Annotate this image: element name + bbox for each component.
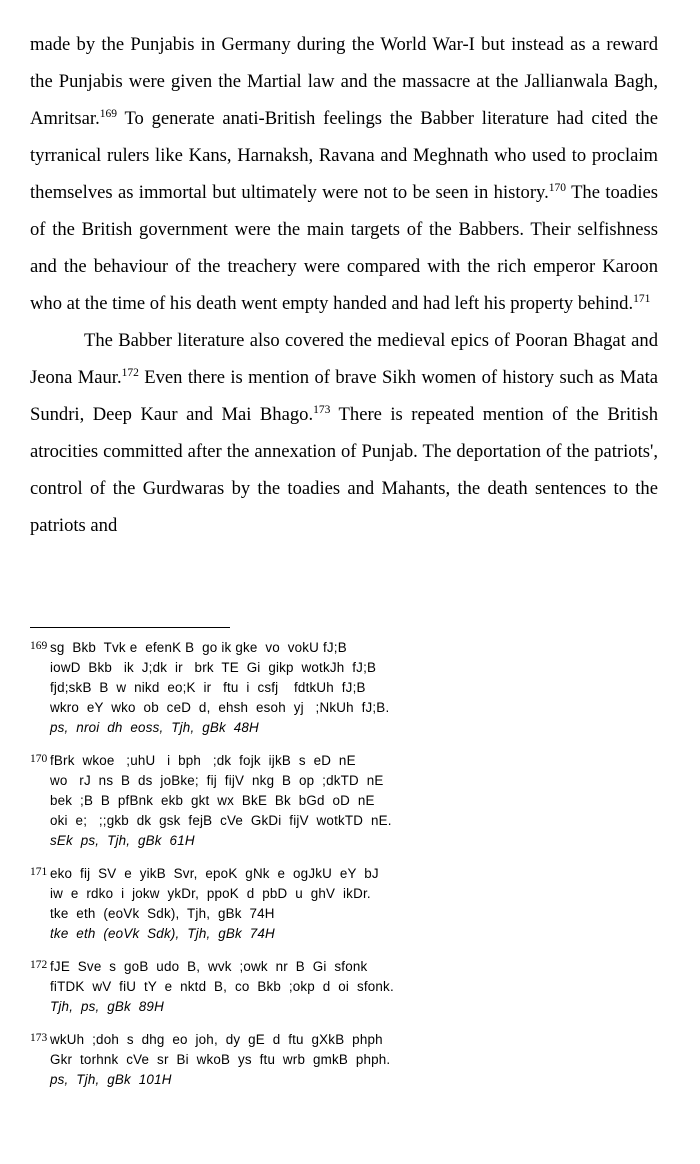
footnote-number: 170 bbox=[30, 753, 48, 765]
footnote-number: 169 bbox=[30, 640, 48, 652]
paragraph-run: There is repeated mention of the British atrocities committed after the annexation of Punjab. The deportation of the patriots', control of the Gurdwaras by the toadies and Mahants, the death sentences to the patriots and bbox=[30, 404, 659, 536]
footnote-line: wkro eY wko ob ceD d, ehsh esoh yj ;NkUh fJ;B. bbox=[50, 700, 390, 715]
footnote-line: tke eth (eoVk Sdk), Tjh, gBk 74H bbox=[50, 906, 275, 921]
paragraph-run: The Babber literature also covered the medieval epics of Pooran Bhagat and Jeona Maur. bbox=[30, 330, 658, 388]
footnote-citation: sEk ps, Tjh, gBk 61H bbox=[50, 833, 195, 848]
footnote-body bbox=[50, 1030, 670, 1090]
footnote-line: wkUh ;doh s dhg eo joh, dy gE d ftu gXkB phph bbox=[50, 1032, 383, 1047]
footnote-body bbox=[50, 864, 670, 944]
footnote-entry bbox=[30, 864, 670, 944]
footnote-body bbox=[50, 751, 670, 851]
footnote-line: fJE Sve s goB udo B, wvk ;owk nr B Gi sfonk bbox=[50, 959, 368, 974]
footnotes-block bbox=[30, 638, 670, 1103]
footnote-citation: ps, nroi dh eoss, Tjh, gBk 48H bbox=[50, 720, 259, 735]
footnote-entry bbox=[30, 1030, 670, 1090]
footnote-marker: 173 bbox=[313, 403, 331, 416]
footnote-line: fBrk wkoe ;uhU i bph ;dk fojk ijkB s eD nE bbox=[50, 753, 356, 768]
footnote-entry bbox=[30, 638, 670, 738]
footnote-separator-rule bbox=[30, 627, 230, 628]
footnote-marker: 169 bbox=[99, 107, 117, 120]
footnote-citation: Tjh, ps, gBk 89H bbox=[50, 999, 164, 1014]
footnote-number: 172 bbox=[30, 959, 48, 971]
footnote-marker: 170 bbox=[548, 181, 567, 194]
footnote-line: fiTDK wV fiU tY e nktd B, co Bkb ;okp d oi sfonk. bbox=[50, 979, 394, 994]
footnote-citation: ps, Tjh, gBk 101H bbox=[50, 1072, 172, 1087]
footnote-line: iowD Bkb ik J;dk ir brk TE Gi gikp wotkJh fJ;B bbox=[50, 660, 377, 675]
footnote-body bbox=[50, 957, 670, 1017]
paragraph-run: Even there is mention of brave Sikh women of history such as Mata Sundri, Deep Kaur and Mai Bhago. bbox=[30, 367, 658, 425]
paragraph-2 bbox=[30, 322, 658, 544]
footnote-marker: 171 bbox=[633, 292, 651, 305]
footnote-line: oki e; ;;gkb dk gsk fejB cVe GkDi fijV wotkTD nE. bbox=[50, 813, 392, 828]
footnote-line: bek ;B B pfBnk ekb gkt wx BkE Bk bGd oD nE bbox=[50, 793, 375, 808]
paragraph-run: The toadies of the British government were the main targets of the Babbers. Their selfishness and the behaviour of the treachery were compared with the rich emperor Karoon who at the time of his death went empty handed and had left his property behind. bbox=[30, 182, 659, 314]
footnote-line: sg Bkb Tvk e efenK B go ik gke vo vokU fJ;B bbox=[50, 640, 347, 655]
footnote-line: eko fij SV e yikB Svr, epoK gNk e ogJkU eY bJ bbox=[50, 866, 379, 881]
footnote-body bbox=[50, 638, 670, 738]
paragraph-run: To generate anati-British feelings the Babber literature had cited the tyrranical rulers like Kans, Harnaksh, Ravana and Meghnath who used to proclaim themselves as immortal but ultimately were not to be seen in history. bbox=[30, 108, 658, 203]
footnote-number: 173 bbox=[30, 1032, 48, 1044]
footnote-marker: 172 bbox=[121, 366, 139, 379]
paragraph-run: made by the Punjabis in Germany during the World War-I but instead as a reward the Punjabis were given the Martial law and the massacre at the Jallianwala Bagh, Amritsar. bbox=[30, 34, 658, 129]
footnote-line: fjd;skB B w nikd eo;K ir ftu i csfj fdtkUh fJ;B bbox=[50, 680, 366, 695]
footnote-entry bbox=[30, 957, 670, 1017]
footnote-number: 171 bbox=[30, 866, 48, 878]
footnote-line: iw e rdko i jokw ykDr, ppoK d pbD u ghV ikDr. bbox=[50, 886, 371, 901]
footnote-entry bbox=[30, 751, 670, 851]
footnote-citation: tke eth (eoVk Sdk), Tjh, gBk 74H bbox=[50, 926, 275, 941]
footnote-line: Gkr torhnk cVe sr Bi wkoB ys ftu wrb gmkB phph. bbox=[50, 1052, 391, 1067]
paragraph-1 bbox=[30, 26, 658, 322]
footnote-line: wo rJ ns B ds joBke; fij fijV nkg B op ;dkTD nE bbox=[50, 773, 384, 788]
body-text-block bbox=[30, 26, 658, 544]
